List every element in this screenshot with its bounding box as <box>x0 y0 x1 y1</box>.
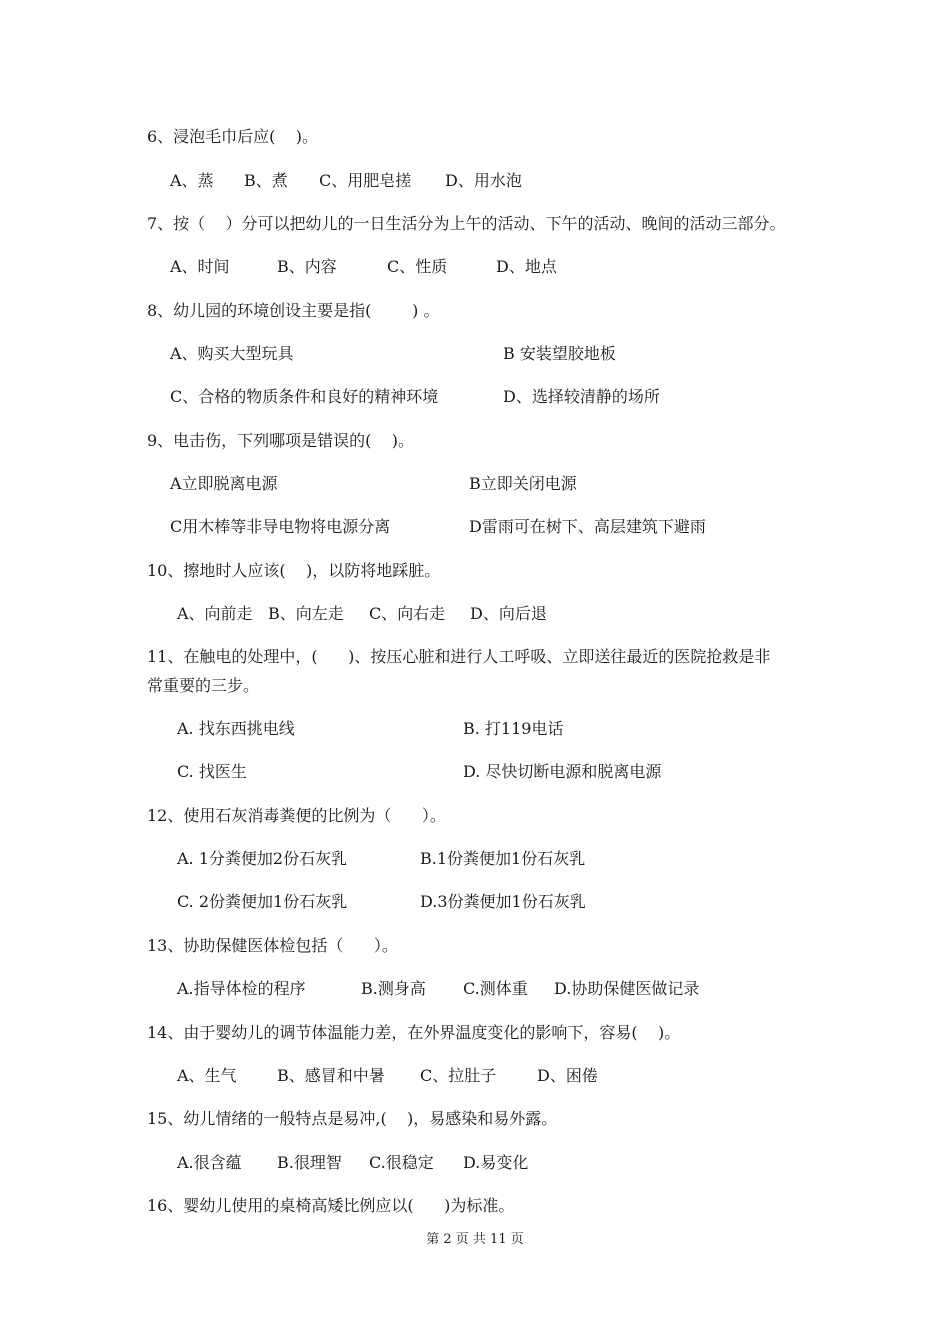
question-9-stem: 9、电击伤，下列哪项是错误的( )。 <box>147 431 415 450</box>
question-11-option-c: C. 找医生 <box>177 762 247 781</box>
question-8-stem: 8、幼儿园的环境创设主要是指( ) 。 <box>147 301 440 320</box>
question-11-option-b: B. 打119电话 <box>463 719 564 738</box>
question-15-stem: 15、幼儿情绪的一般特点是易冲,( )，易感染和易外露。 <box>147 1109 558 1128</box>
question-7-stem: 7、按（ ）分可以把幼儿的一日生活分为上午的活动、下午的活动、晚间的活动三部分。 <box>147 214 786 233</box>
question-6-option-c: C、用肥皂搓 <box>319 171 412 190</box>
question-7-option-b: B、内容 <box>277 257 337 276</box>
question-6-option-d: D、用水泡 <box>445 171 522 190</box>
question-9-option-d: D雷雨可在树下、高层建筑下避雨 <box>469 517 706 536</box>
question-15-option-a: A.很含蕴 <box>177 1153 242 1172</box>
question-9-option-a: A立即脱离电源 <box>170 474 278 493</box>
question-12-option-c: C. 2份粪便加1份石灰乳 <box>177 892 348 911</box>
question-14-option-c: C、拉肚子 <box>420 1066 497 1085</box>
question-10-stem: 10、擦地时人应该( )，以防将地踩脏。 <box>147 561 441 580</box>
question-6-option-b: B、煮 <box>244 171 288 190</box>
question-12-option-d: D.3份粪便加1份石灰乳 <box>420 892 586 911</box>
question-14-option-b: B、感冒和中暑 <box>277 1066 385 1085</box>
question-10-option-d: D、向后退 <box>470 604 547 623</box>
question-6-option-a: A、蒸 <box>170 171 214 190</box>
question-7-option-a: A、时间 <box>170 257 230 276</box>
question-9-option-c: C用木棒等非导电物将电源分离 <box>170 517 391 536</box>
question-10-option-b: B、向左走 <box>268 604 344 623</box>
question-14-option-a: A、生气 <box>177 1066 237 1085</box>
question-11-option-a: A. 找东西挑电线 <box>177 719 295 738</box>
question-12-option-a: A. 1分粪便加2份石灰乳 <box>177 849 348 868</box>
question-11-stem-continued: 常重要的三步。 <box>147 676 260 695</box>
page-number-footer: 第 2 页 共 11 页 <box>426 1232 524 1247</box>
question-9-option-b: B立即关闭电源 <box>469 474 577 493</box>
question-7-option-c: C、性质 <box>387 257 448 276</box>
question-13-option-a: A.指导体检的程序 <box>177 979 306 998</box>
question-10-option-c: C、向右走 <box>369 604 446 623</box>
question-8-option-d: D、选择较清静的场所 <box>503 387 660 406</box>
question-12-option-b: B.1份粪便加1份石灰乳 <box>420 849 586 868</box>
question-11-stem: 11、在触电的处理中，( )、按压心脏和进行人工呼吸、立即送往最近的医院抢救是非 <box>147 647 771 666</box>
question-15-option-c: C.很稳定 <box>369 1153 434 1172</box>
question-8-option-c: C、合格的物质条件和良好的精神环境 <box>170 387 439 406</box>
question-13-option-d: D.协助保健医做记录 <box>554 979 700 998</box>
question-8-option-b: B 安装望胶地板 <box>503 344 616 363</box>
question-6-stem: 6、浸泡毛巾后应( )。 <box>147 127 319 146</box>
question-14-option-d: D、困倦 <box>537 1066 598 1085</box>
question-13-option-b: B.测身高 <box>361 979 426 998</box>
question-15-option-d: D.易变化 <box>463 1153 529 1172</box>
question-14-stem: 14、由于婴幼儿的调节体温能力差，在外界温度变化的影响下，容易( )。 <box>147 1023 681 1042</box>
question-10-option-a: A、向前走 <box>177 604 253 623</box>
question-13-option-c: C.测体重 <box>463 979 528 998</box>
question-13-stem: 13、协助保健医体检包括（ ）。 <box>147 936 398 955</box>
question-7-option-d: D、地点 <box>496 257 557 276</box>
question-15-option-b: B.很理智 <box>277 1153 342 1172</box>
question-11-option-d: D. 尽快切断电源和脱离电源 <box>463 762 662 781</box>
question-8-option-a: A、购买大型玩具 <box>170 344 294 363</box>
question-12-stem: 12、使用石灰消毒粪便的比例为（ ）。 <box>147 806 446 825</box>
question-16-stem: 16、婴幼儿使用的桌椅高矮比例应以( )为标准。 <box>147 1196 515 1215</box>
